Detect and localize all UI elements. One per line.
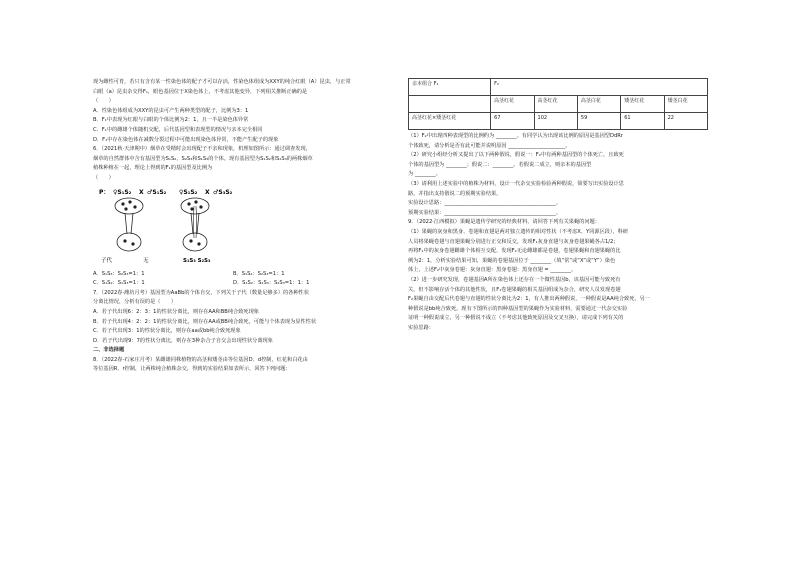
table-cell: 61: [621, 113, 664, 130]
table-cell: 高茎红花: [534, 96, 577, 113]
text-line: （ ）: [93, 174, 114, 181]
option-b: B．若子代出现4：2：2：1的性状分离比，则存在AA或BB纯合致死，可能与个体表现为显性性状: [93, 318, 317, 325]
text-line: 实验设计思路：___________________________________________。: [408, 200, 562, 207]
text-line: 种假说是bb纯合致死。现有下图所示的四种基因型的果蝇作为实验材料，需要通过一代杂交实验: [408, 305, 628, 312]
option-a: A．若子代出现6：2：3：1的性状分离比，则存在AA和BB纯合致死现象: [93, 308, 259, 315]
text-line: 个体的基因型为 ________；假说二：________。若假说二成立，则亲本的基因型: [408, 161, 592, 168]
left-column: [93, 78, 393, 375]
text-line: F₂果蝇自由交配后代卷翅与直翅的性状分离比为2：1，有人推出两种假说，一种假说是AA纯合致死，另一: [408, 296, 650, 303]
p-label: P：: [99, 188, 110, 196]
text-line: 人员将果蝇卷翅与直翅果蝇分别进行正交和反交，发现F₁灰身直翅与灰身卷翅果蝇各占1/2；: [408, 238, 619, 245]
table-cell: 矮茎红花: [621, 96, 664, 113]
table-cell: 亲本组合 F₁: [409, 79, 491, 96]
question-8-9-text: [408, 132, 708, 333]
text-line: 白眼（a）昆虫杂交得F₁，眼色基因位于X染色体上，不考虑其他变异，下列相关推断正确的是: [93, 88, 308, 95]
offspring-right-label: S₁S₃ S₂S₃: [183, 257, 211, 264]
text-line: （2）进一步研究发现，卷翅基因A所在染色体上还存在一个微性基因b，该基因可能与致死有: [408, 276, 621, 283]
table-cell: 高茎红花×矮茎红花: [409, 113, 491, 130]
table-cell: 67: [491, 113, 534, 130]
option-c: C．F₁中的雌雄个体随机交配，后代基因型和表现型的情况与亲本完全相同: [93, 126, 263, 133]
text-line: 6．（2021秋·天津期中）烟草在受精时会出现配子不亲和现象，机理如图所示：通过调查发现，: [93, 146, 311, 153]
table-cell: 102: [534, 113, 577, 130]
text-line: 等位基因R、r控制，让两株纯合植株杂交，得到的实验结果如表所示，回答下列问题：: [93, 366, 291, 373]
table-cell: F₂: [491, 79, 708, 96]
table-subheader-row: [409, 96, 708, 113]
text-line: 个体致死，请分析是否有此可能并说明原因 ______________________。: [408, 142, 571, 149]
text-line: 8．（2022春·石家庄月考）某雌雄同株植物的高茎和矮茎由等位基因D、d控制，红花和白花由: [93, 356, 308, 363]
male-2-label: ♂S₃S₂: [213, 188, 233, 196]
table-cell: 59: [577, 113, 620, 130]
section-heading: 二、非选择题: [93, 347, 125, 354]
cross-2-label: X: [205, 188, 210, 196]
text-line: 关，但不影响存活个体的其他性状，且F₁卷翅果蝇的相关基因组成为杂合，研究人员发现卷翅: [408, 286, 621, 293]
male-1-label: ♂S₁S₂: [147, 188, 167, 196]
table-cell: 22: [664, 113, 707, 130]
text-line: 植株种植在一起，理论上得到的F₁的基因型及比例为: [93, 165, 213, 172]
text-line: 路，并指出支持假说二的预期实验结果。: [408, 190, 502, 197]
option-b: B．F₁中表现为红眼与白眼的个体比例为2：1，且一半是染色体异常: [93, 117, 249, 124]
female-1-label: ♀S₁S₂: [113, 188, 132, 196]
text-line: 为 ________。: [408, 171, 441, 178]
text-line: （2）研究小组经分析又提出了以下两种假说，假说一：F₂中有两种基因型的个体死亡，且致死: [408, 152, 624, 159]
female-2-label: ♀S₁S₂: [179, 188, 198, 196]
option-c: C．若子代出现3：1的性状分离比，则存在aa或bb纯合致死现象: [93, 328, 241, 335]
option-d: D．F₁中存在染色体在减数分裂过程中可能出现染色体异常，不能产生配子的现象: [93, 136, 279, 143]
text-line: 烟草的自然群体中含有基因型为S₁S₂、S₂S₃和S₁S₃的个体。现有基因型为S₁S₂和S₂S₃的两株烟草: [93, 155, 313, 162]
offspring-label: 子代: [101, 257, 113, 264]
question-5-text: [93, 78, 393, 184]
question-8-text: [93, 356, 393, 375]
text-line: 7．（2022春·潍坊月考）基因型为AaBb的个体自交，下列关于子代（数量足够多）的各种性状: [93, 289, 309, 296]
question-7-text: [93, 289, 393, 347]
table-cell: 高茎红花: [491, 96, 534, 113]
option-a: A．S₁S₃：S₂S₃=1：1: [93, 270, 145, 277]
right-column: [408, 78, 708, 333]
option-c: C．S₁S₂：S₁S₃=1：1: [93, 280, 145, 287]
pollination-figure: [99, 186, 259, 268]
text-line: 证明一种假说成立，另一种假说不成立（不考虑其他致死原因及交叉互换），请完成下列有关的: [408, 315, 624, 322]
table-cell: 矮茎白花: [664, 96, 707, 113]
option-d: D．S₁S₂：S₁S₃：S₂S₃=1：1：1: [233, 280, 310, 287]
text-line: （1）F₂中出现四种表现型的比例约为 ________。有同学认为出现该比例的原因是基因型DdRr: [408, 133, 623, 139]
text-line: （ ）: [93, 98, 114, 105]
table-cell: 高茎白花: [577, 96, 620, 113]
experiment-table: [408, 78, 708, 130]
text-line: （1）果蝇的灰身和黑身、卷翅和直翅是两对独立遗传的相对性状（不考虑X、Y同源区段），科研: [408, 228, 629, 235]
none-label: 无: [143, 257, 149, 264]
text-line: 现为雌性可育，若只有含有某一性染色体的配子才可以存活，性染色体组成为XXY的纯合红眼（A）昆虫，与正常: [93, 79, 351, 85]
text-line: 再将F₁中的灰身卷翅雌雄个体相互交配，发现F₂无论雌雄都是卷翅，卷翅果蝇和直翅果蝇的比: [408, 248, 621, 255]
text-line: （3）请利用上述实验中的植株为材料，设计一代杂交实验检验两种假说，简要写出实验设计思: [408, 180, 624, 187]
option-d: D．若子代出现9：7的性状分离比，则存在3种杂合子自交会出现性状分离现象: [93, 337, 273, 344]
cross-1-label: X: [139, 188, 144, 196]
text-line: 体上，上述F₂中灰身卷翅：灰身直翅：黑身卷翅：黑身直翅 = ________。: [408, 267, 577, 274]
table-header-row: [409, 79, 708, 96]
text-line: 例为2：1，分析实验结果可知，果蝇的卷翅基因位于 ________（填“常”或“X”或“Y”）染色: [408, 257, 616, 264]
table-cell: [409, 96, 491, 113]
pollination-diagram: [99, 186, 259, 268]
pistil-1: [115, 198, 143, 251]
question-6-options-row-1: [93, 270, 393, 280]
text-line: 分离比情况，分析有误的是（ ）: [93, 299, 177, 306]
question-6-options-row-2: [93, 279, 393, 289]
table-row: [409, 113, 708, 130]
text-line: 实验思路：: [408, 324, 434, 331]
pistil-2: [181, 198, 209, 251]
text-line: 预期实验结果：___________________________________________。: [408, 209, 562, 216]
option-a: A．性染色体组成为XXY的昆虫可产生两种类型的配子，比例为3：1: [93, 107, 249, 114]
option-b: B．S₁S₂：S₂S₃=1：1: [233, 270, 285, 277]
text-line: 9．（2022·江西模拟）果蝇是遗传学研究的经典材料，请回答下列有关果蝇的问题：: [408, 219, 600, 226]
